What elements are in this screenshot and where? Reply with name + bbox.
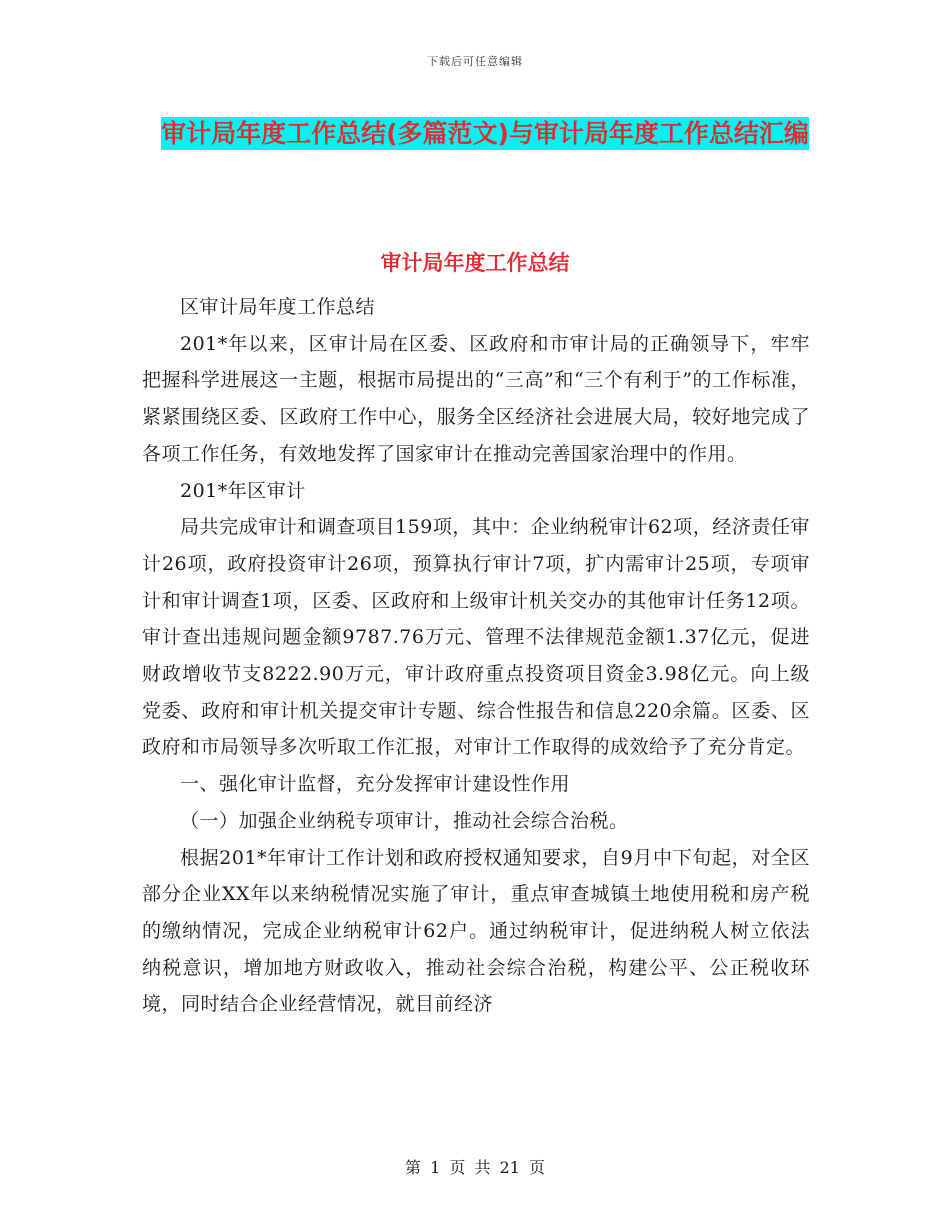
paragraph: 201*年以来，区审计局在区委、区政府和市审计局的正确领导下，牢牢把握科学进展这一主题，根据市局提出的“三高”和“三个有利于”的工作标准，紧紧围绕区委、区政府工作中心，服务全区经济社会进展大局，较好地完成了各项工作任务，有效地发挥了国家审计在推动完善国家治理中的作用。 — [142, 332, 810, 465]
document-title — [150, 108, 820, 160]
paragraph-heading: 区审计局年度工作总结 — [180, 296, 376, 318]
page-number: 第 1 页 共 21 页 — [405, 1158, 545, 1177]
paragraph-subheading: （一）加强企业纳税专项审计，推动社会综合治税。 — [180, 809, 629, 832]
document-body — [142, 289, 810, 1023]
document-title-text: 审计局年度工作总结(多篇范文)与审计局年度工作总结汇编 — [161, 119, 809, 148]
paragraph-subheading: 201*年区审计 — [180, 479, 306, 502]
paragraph-heading: 一、强化审计监督，充分发挥审计建设性作用 — [180, 773, 571, 796]
paragraph: 局共完成审计和调查项目159项，其中：企业纳税审计62项，经济责任审计26项，政府投资审计26项，预算执行审计7项，扩内需审计25项，专项审计和审计调查1项，区委、区政府和上级审计机关交办的其他审计任务12项。审计查出违规问题金额9787.76万元、管理不法律规范金额1.37亿元，促进财政增收节支8222.90万元，审计政府重点投资项目资金3.98亿元。向上级党委、政府和审计机关提交审计专题、综合性报告和信息220余篇。区委、区政府和市局领导多次听取工作汇报，对审计工作取得的成效给予了充分肯定。 — [142, 516, 810, 759]
paragraph: 根据201*年审计工作计划和政府授权通知要求，自9月中下旬起，对全区部分企业XX年以来纳税情况实施了审计，重点审查城镇土地使用税和房产税的缴纳情况，完成企业纳税审计62户。通过纳税审计，促进纳税人树立依法纳税意识，增加地方财政收入，推动社会综合治税，构建公平、公正税收环境，同时结合企业经营情况，就目前经济 — [142, 846, 810, 1016]
section-title: 审计局年度工作总结 — [380, 251, 570, 275]
page-header-note: 下载后可任意编辑 — [427, 55, 523, 68]
